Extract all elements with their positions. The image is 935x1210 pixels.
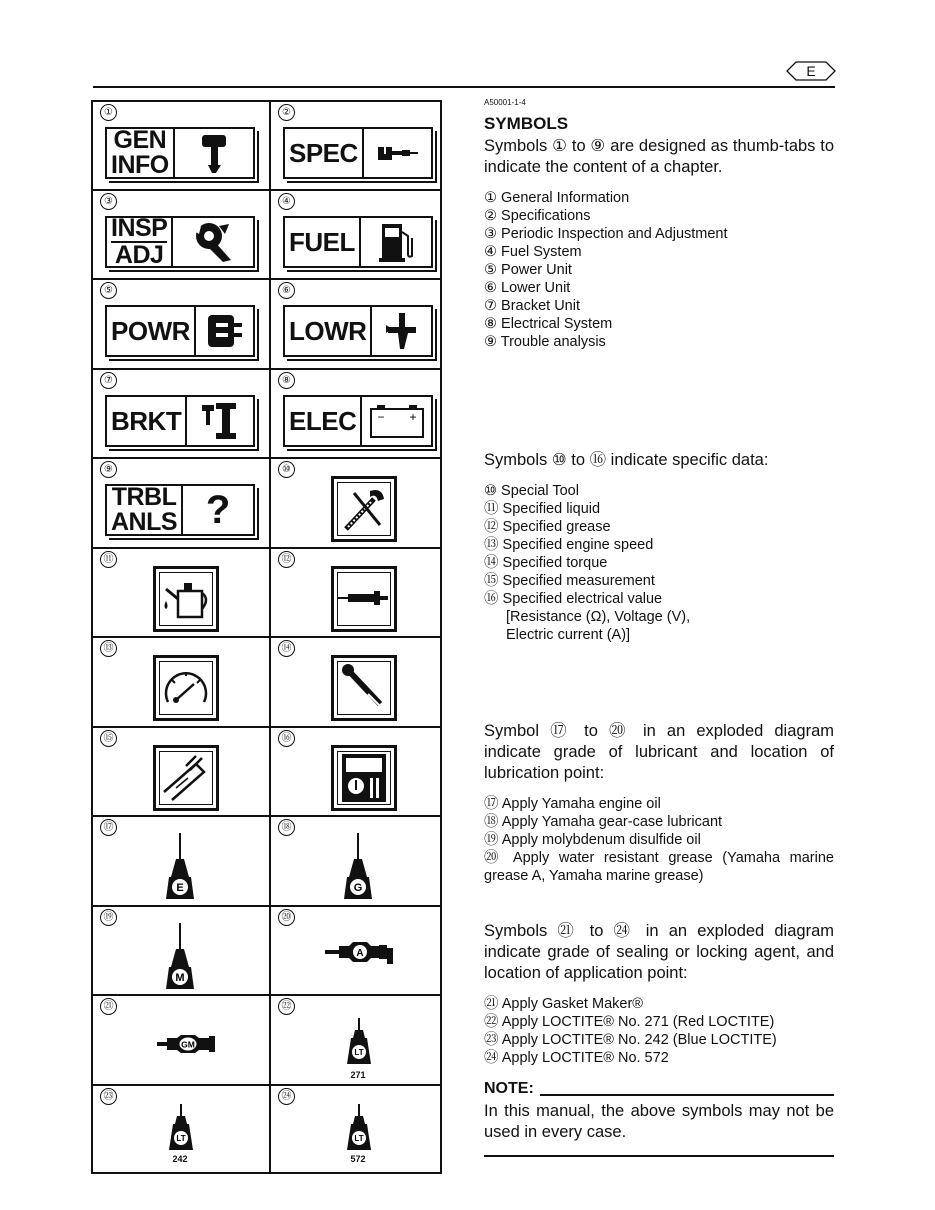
tab-picture <box>185 397 253 445</box>
fuel-tab <box>283 216 433 268</box>
symbol-cell-16 <box>271 728 445 817</box>
symbol-cell-9 <box>93 459 267 548</box>
list-item: ⑳ Apply water resistant grease (Yamaha marine grease A, Yamaha marine grease) <box>484 850 834 884</box>
tab-word-line: ANLS <box>111 508 178 536</box>
symbol-cell-22 <box>271 996 445 1085</box>
list-item: ⑭ Specified torque <box>484 555 608 571</box>
symbol-number: ㉒ <box>278 998 295 1015</box>
symbol-cell-14 <box>271 638 445 727</box>
symbol-number: ⑰ <box>100 819 117 836</box>
symbol-cell-7 <box>93 370 267 459</box>
loctite-number: 242 <box>172 1154 188 1164</box>
applicator-letter: A <box>356 948 364 959</box>
symbol-number: ㉑ <box>100 998 117 1015</box>
list-item: ⑥ Lower Unit <box>484 280 571 296</box>
data-intro: Symbols ⑩ to ⑯ indicate specific data: <box>484 451 769 469</box>
loctite-icon <box>167 1102 195 1154</box>
grease-applicator-icon <box>323 937 399 967</box>
outboard-motor-icon <box>194 131 234 175</box>
page-title: SYMBOLS <box>484 114 569 133</box>
specified-torque-box <box>331 655 397 721</box>
symbol-cell-12 <box>271 549 445 638</box>
tab-picture <box>181 486 253 534</box>
tab-word-line: ADJ <box>114 241 164 269</box>
tab-word-line: INSP <box>111 214 168 242</box>
symbol-cell-13 <box>93 638 267 727</box>
loctite-number: 572 <box>350 1154 366 1164</box>
list-item: ⑱ Apply Yamaha gear-case lubricant <box>484 814 723 830</box>
tab-word <box>285 218 359 266</box>
list-item: ⑰ Apply Yamaha engine oil <box>484 796 661 812</box>
tab-picture <box>194 307 253 355</box>
data-list <box>484 482 834 644</box>
tab-word <box>107 214 171 269</box>
gasket-maker-icon <box>155 1032 217 1056</box>
symbol-number: ⑯ <box>278 730 295 747</box>
seal-intro: Symbols ㉑ to ㉔ in an exploded diagram indicate grade of sealing or locking agent, and location of application point: <box>484 922 834 982</box>
wrench-icon <box>189 220 237 264</box>
symbol-number: ⑭ <box>278 640 295 657</box>
lowr-tab <box>283 305 433 357</box>
tab-word <box>285 129 362 177</box>
list-item: ㉒ Apply LOCTITE® No. 271 (Red LOCTITE) <box>484 1014 775 1030</box>
grease-gun-icon <box>372 138 422 168</box>
symbol-number: ⑪ <box>100 551 117 568</box>
engine-speed-box <box>153 655 219 721</box>
symbol-number: ⑩ <box>278 461 295 478</box>
gasket-letters: GM <box>181 1039 195 1050</box>
lube-intro: Symbol ⑰ to ⑳ in an exploded diagram indicate grade of lubricant and location of lubrication point: <box>484 722 834 782</box>
tachometer-icon <box>156 658 216 718</box>
symbol-number: ⑬ <box>100 640 117 657</box>
symbol-cell-23 <box>93 1086 267 1175</box>
tab-word <box>107 307 194 355</box>
list-item: ㉑ Apply Gasket Maker® <box>484 996 643 1012</box>
list-item: ⑫ Specified grease <box>484 519 611 535</box>
tab-word-line: BRKT <box>111 405 182 436</box>
oiler-icon <box>163 921 197 993</box>
symbol-cell-21 <box>93 996 267 1085</box>
symbol-cell-19 <box>93 907 267 996</box>
symbol-grid <box>91 100 442 1174</box>
oiler-icon <box>163 831 197 903</box>
symbol-cell-18 <box>271 817 445 906</box>
symbol-number: ⑲ <box>100 909 117 926</box>
list-item: ⑨ Trouble analysis <box>484 334 606 350</box>
bracket-icon <box>198 399 242 443</box>
language-tab-label: E <box>806 63 816 79</box>
tab-picture <box>370 307 431 355</box>
battery-icon <box>367 401 427 441</box>
battery-minus: − <box>377 410 385 424</box>
list-item: ⑦ Bracket Unit <box>484 298 580 314</box>
symbol-cell-3 <box>93 191 267 280</box>
symbol-cell-1 <box>93 102 267 191</box>
symbol-cell-6 <box>271 280 445 369</box>
elec-tab <box>283 395 433 447</box>
list-item: [Resistance (Ω), Voltage (V), <box>506 609 691 625</box>
question-icon: ? <box>205 487 231 532</box>
special-tool-icon <box>334 479 394 539</box>
symbol-cell-24 <box>271 1086 445 1175</box>
battery-plus: + <box>409 410 417 424</box>
torque-wrench-icon <box>334 658 394 718</box>
trbl-anls-tab <box>105 484 255 536</box>
tabs-list <box>484 189 834 351</box>
tab-word <box>107 397 185 445</box>
tab-word-line: INFO <box>111 151 169 179</box>
tab-word <box>285 307 370 355</box>
list-item: ⑤ Power Unit <box>484 262 572 278</box>
oiler-icon <box>341 831 375 903</box>
tabs-intro: Symbols ① to ⑨ are designed as thumb-tabs to indicate the content of a chapter. <box>484 137 834 176</box>
tab-word-line: POWR <box>111 315 190 346</box>
list-item: ② Specifications <box>484 208 591 224</box>
symbol-number: ③ <box>100 193 117 210</box>
list-item: ㉔ Apply LOCTITE® No. 572 <box>484 1050 669 1066</box>
list-item: Electric current (A)] <box>506 627 631 643</box>
oil-can-icon <box>156 569 216 629</box>
symbol-cell-15 <box>93 728 267 817</box>
loctite-letters: LT <box>354 1048 364 1057</box>
seal-list <box>484 995 834 1067</box>
measurement-box <box>153 745 219 811</box>
list-item: ⑩ Special Tool <box>484 483 579 499</box>
insp-adj-tab <box>105 216 255 268</box>
tab-picture <box>360 397 431 445</box>
symbol-number: ⑫ <box>278 551 295 568</box>
tab-word-line: ELEC <box>289 405 357 436</box>
oiler-letter: G <box>353 882 363 894</box>
loctite-icon <box>345 1016 373 1068</box>
gen-info-tab <box>105 127 255 179</box>
brkt-tab <box>105 395 255 447</box>
symbol-cell-17 <box>93 817 267 906</box>
symbol-number: ⑮ <box>100 730 117 747</box>
symbol-number: ⑥ <box>278 282 295 299</box>
symbol-cell-4 <box>271 191 445 280</box>
grease-gun-icon <box>334 569 394 629</box>
list-item: ㉓ Apply LOCTITE® No. 242 (Blue LOCTITE) <box>484 1032 777 1048</box>
tab-word-line: FUEL <box>289 226 355 257</box>
language-tab <box>786 61 836 81</box>
symbol-number: ⑤ <box>100 282 117 299</box>
end-rule <box>484 1155 834 1157</box>
power-unit-icon <box>202 309 246 353</box>
symbol-number: ⑱ <box>278 819 295 836</box>
electrical-value-box <box>331 745 397 811</box>
multimeter-icon <box>334 748 394 808</box>
lube-list <box>484 795 834 885</box>
tab-picture <box>173 129 253 177</box>
tab-word-line: GEN <box>113 126 167 154</box>
tab-picture <box>362 129 431 177</box>
list-item: ⑯ Specified electrical value <box>484 591 663 607</box>
fuel-pump-icon <box>374 220 418 264</box>
tab-picture <box>359 218 431 266</box>
loctite-letters: LT <box>176 1134 186 1143</box>
tab-word <box>107 126 173 179</box>
note-label: NOTE: <box>484 1080 534 1097</box>
symbol-number: ② <box>278 104 295 121</box>
symbol-cell-20 <box>271 907 445 996</box>
list-item: ⑬ Specified engine speed <box>484 537 654 553</box>
symbol-number: ⑦ <box>100 372 117 389</box>
powr-tab <box>105 305 255 357</box>
loctite-icon <box>345 1102 373 1154</box>
tab-word <box>285 397 360 445</box>
tab-word <box>107 483 181 536</box>
symbol-number: ⑳ <box>278 909 295 926</box>
symbol-number: ④ <box>278 193 295 210</box>
oiler-letter: M <box>175 972 185 984</box>
symbol-cell-5 <box>93 280 267 369</box>
loctite-number: 271 <box>350 1070 366 1080</box>
symbol-cell-10 <box>271 459 445 548</box>
symbol-cell-8 <box>271 370 445 459</box>
oiler-letter: E <box>176 882 184 894</box>
special-tool-box <box>331 476 397 542</box>
list-item: ① General Information <box>484 190 630 206</box>
list-item: ③ Periodic Inspection and Adjustment <box>484 226 728 242</box>
note-text: In this manual, the above symbols may not be used in every case. <box>484 1102 834 1141</box>
symbol-cell-11 <box>93 549 267 638</box>
spec-tab <box>283 127 433 179</box>
symbol-number: ① <box>100 104 117 121</box>
symbol-number: ⑧ <box>278 372 295 389</box>
list-item: ⑲ Apply molybdenum disulfide oil <box>484 832 701 848</box>
caliper-icon <box>156 748 216 808</box>
list-item: ⑮ Specified measurement <box>484 573 655 589</box>
specified-liquid-box <box>153 566 219 632</box>
list-item: ④ Fuel System <box>484 244 582 260</box>
header-rule <box>93 86 835 88</box>
tab-picture <box>171 218 253 266</box>
note-rule <box>540 1094 834 1096</box>
list-item: ⑧ Electrical System <box>484 316 613 332</box>
tab-word-line: TRBL <box>111 483 177 511</box>
doc-code: A50001-1-4 <box>484 98 526 107</box>
symbol-number: ㉓ <box>100 1088 117 1105</box>
symbol-cell-2 <box>271 102 445 191</box>
list-item: ⑪ Specified liquid <box>484 501 601 517</box>
loctite-letters: LT <box>354 1134 364 1143</box>
symbol-number: ㉔ <box>278 1088 295 1105</box>
tab-word-line: SPEC <box>289 137 358 168</box>
symbol-number: ⑨ <box>100 461 117 478</box>
specified-grease-box <box>331 566 397 632</box>
tab-word-line: LOWR <box>289 315 367 346</box>
lower-unit-icon <box>380 309 424 353</box>
